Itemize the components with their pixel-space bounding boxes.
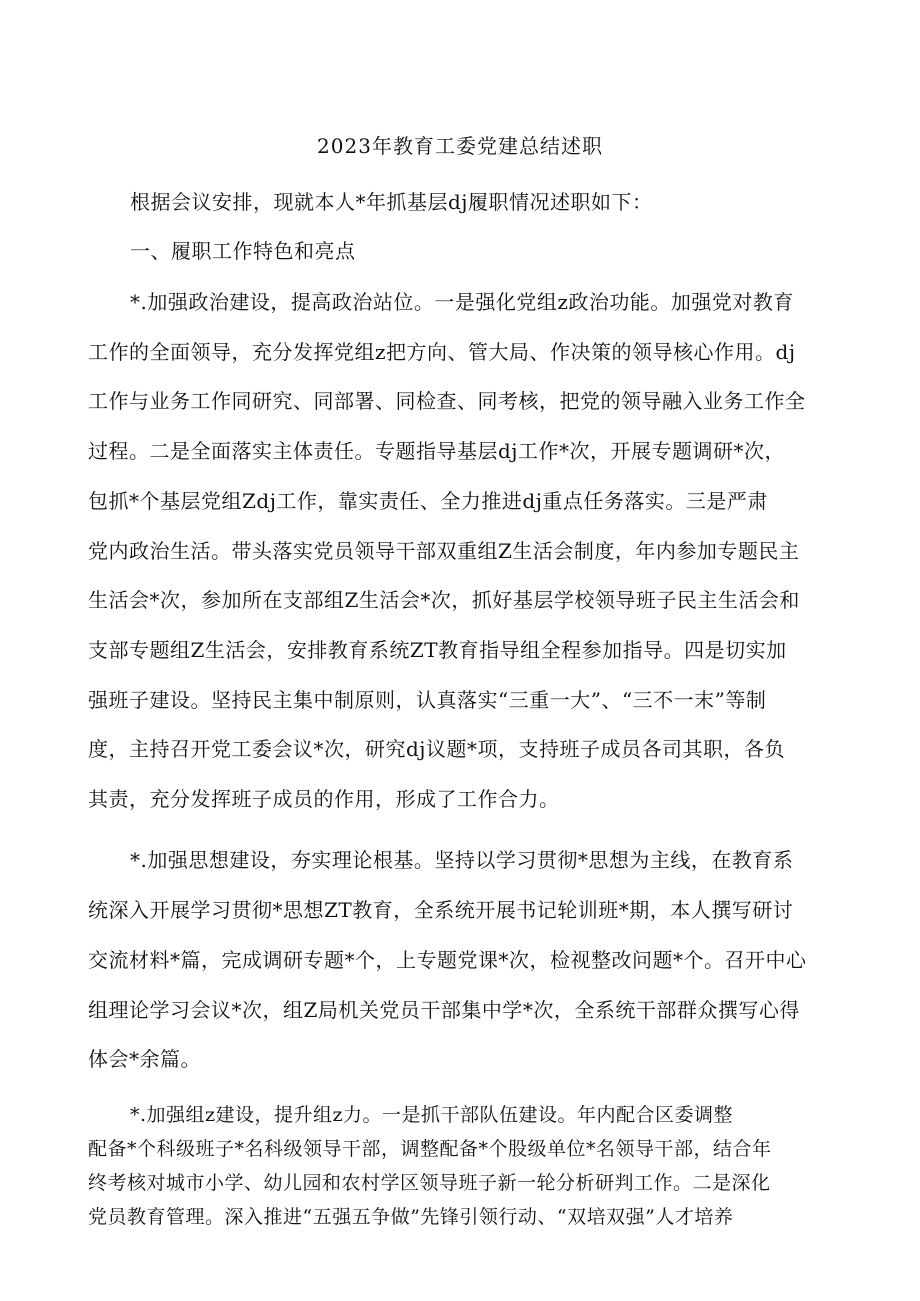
paragraph-line: *.加强思想建设，夯实理论根基。坚持以学习贯彻*思想为主线，在教育系 <box>130 848 794 872</box>
intro-paragraph: 根据会议安排，现就本人*年抓基层dj履职情况述职如下： <box>130 190 653 214</box>
paragraph-line: 强班子建设。坚持民主集中制原则，认真落实“三重一大”、“三不一末”等制 <box>88 688 767 712</box>
paragraph-line: 配备*个科级班子*名科级领导干部，调整配备*个股级单位*名领导干部，结合年 <box>88 1138 772 1160</box>
paragraph-line: 生活会*次，参加所在支部组Z生活会*次，抓好基层学校领导班子民主生活会和 <box>88 588 800 612</box>
paragraph-line: 党内政治生活。带头落实党员领导干部双重组Z生活会制度，年内参加专题民主 <box>88 539 800 563</box>
paragraph-line: 支部专题组Z生活会，安排教育系统ZT教育指导组全程参加指导。四是切实加 <box>88 638 787 662</box>
paragraph-line: 其责，充分发挥班子成员的作用，形成了工作合力。 <box>88 787 560 811</box>
paragraph-line: *.加强组z建设，提升组z力。一是抓干部队伍建设。年内配合区委调整 <box>130 1104 734 1126</box>
paragraph-line: 交流材料*篇，完成调研专题*个，上专题党课*次，检视整改问题*个。召开中心 <box>88 948 807 972</box>
paragraph-line: 工作的全面领导，充分发挥党组z把方向、管大局、作决策的领导核心作用。dj <box>88 340 796 364</box>
paragraph-line: 终考核对城市小学、幼儿园和农村学区领导班子新一轮分析研判工作。二是深化 <box>88 1172 771 1194</box>
paragraph-line: 度，主持召开党工委会议*次，研究dj议题*项，支持班子成员各司其职，各负 <box>88 737 786 761</box>
document-title: 2023年教育工委党建总结述职 <box>317 134 603 158</box>
paragraph-line: 过程。二是全面落实主体责任。专题指导基层dj工作*次，开展专题调研*次， <box>88 439 786 463</box>
paragraph-line: 统深入开展学习贯彻*思想ZT教育，全系统开展书记轮训班*期，本人撰写研讨 <box>88 898 794 922</box>
paragraph-line: *.加强政治建设，提高政治站位。一是强化党组z政治功能。加强党对教育 <box>130 290 794 314</box>
paragraph-line: 组理论学习会议*次，组Z局机关党员干部集中学*次，全系统干部群众撰写心得 <box>88 998 800 1022</box>
paragraph-line: 包抓*个基层党组Zdj工作，靠实责任、全力推进dj重点任务落实。三是严肃 <box>88 489 768 513</box>
paragraph-line: 体会*余篇。 <box>88 1047 201 1071</box>
section-heading: 一、履职工作特色和亮点 <box>130 239 356 263</box>
paragraph-line: 党员教育管理。深入推进“五强五争做”先锋引领行动、“双培双强”人才培养 <box>88 1206 734 1228</box>
paragraph-line: 工作与业务工作同研究、同部署、同检查、同考核，把党的领导融入业务工作全 <box>88 389 806 413</box>
